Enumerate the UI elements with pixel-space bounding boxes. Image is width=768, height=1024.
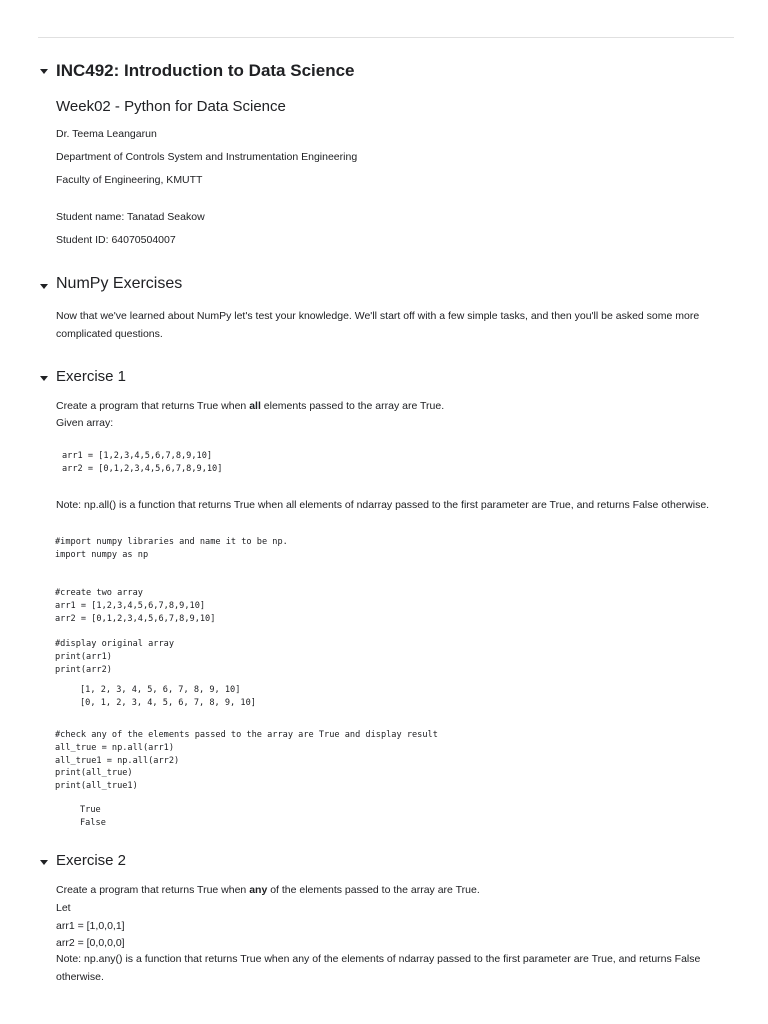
exercise1-note: Note: np.all() is a function that returns True when all elements of ndarray passed to the first parameter are True, and returns False otherwise. bbox=[56, 499, 710, 511]
exercise1-given-label: Given array: bbox=[56, 417, 114, 429]
exercise1-given-arrays: arr1 = [1,2,3,4,5,6,7,8,9,10] arr2 = [0,1,2,3,4,5,6,7,8,9,10] bbox=[62, 451, 223, 474]
top-divider bbox=[38, 37, 734, 38]
exercise2-note: Note: np.any() is a function that returns True when any of the elements of ndarray passed to the first parameter are True, and returns False otherwise. bbox=[56, 953, 701, 983]
student-name: Student name: Tanatad Seakow bbox=[56, 211, 205, 223]
exercise1-heading: Exercise 1 bbox=[56, 368, 127, 385]
department-name: Department of Controls System and Instrumentation Engineering bbox=[56, 151, 358, 163]
collapse-numpy-section-caret-icon[interactable] bbox=[40, 284, 48, 289]
instructor-name: Dr. Teema Leangarun bbox=[56, 128, 157, 140]
exercise2-arr2: arr2 = [0,0,0,0] bbox=[56, 937, 125, 949]
exercise2-let-label: Let bbox=[56, 902, 71, 914]
exercise1-cell-2-output: True False bbox=[80, 805, 106, 828]
exercise1-code-cell-1[interactable]: #import numpy libraries and name it to be np. import numpy as np #create two array arr1 = [1,2,3,4,5,6,7,8,9,10] arr2 = [0,1,2,3,4,5,6,7,8,9,10] #display original array print(arr1) print(arr2) bbox=[55, 537, 288, 675]
collapse-exercise2-caret-icon[interactable] bbox=[40, 860, 48, 865]
numpy-description: Now that we've learned about NumPy let's test your knowledge. We'll start off with a few simple tasks, and then you'll be asked some more complicated questions. bbox=[56, 310, 700, 340]
collapse-title-section-caret-icon[interactable] bbox=[40, 69, 48, 74]
numpy-section-heading: NumPy Exercises bbox=[56, 275, 183, 292]
collapse-exercise1-caret-icon[interactable] bbox=[40, 376, 48, 381]
exercise1-task: Create a program that returns True when all elements passed to the array are True. bbox=[56, 400, 445, 412]
exercise1-cell-1-output: [1, 2, 3, 4, 5, 6, 7, 8, 9, 10] [0, 1, 2, 3, 4, 5, 6, 7, 8, 9, 10] bbox=[80, 685, 256, 708]
exercise2-heading: Exercise 2 bbox=[56, 852, 127, 869]
notebook-title: INC492: Introduction to Data Science bbox=[56, 61, 355, 80]
student-id: Student ID: 64070504007 bbox=[56, 234, 176, 246]
faculty-name: Faculty of Engineering, KMUTT bbox=[56, 174, 203, 186]
exercise1-code-cell-2[interactable]: #check any of the elements passed to the array are True and display result all_true = np.all(arr1) all_true1 = np.all(arr2) print(all_true) print(all_true1) bbox=[55, 730, 438, 792]
exercise2-arr1: arr1 = [1,0,0,1] bbox=[56, 920, 125, 932]
exercise2-task: Create a program that returns True when any of the elements passed to the array are True. bbox=[56, 884, 480, 896]
week-subtitle: Week02 - Python for Data Science bbox=[56, 98, 286, 115]
